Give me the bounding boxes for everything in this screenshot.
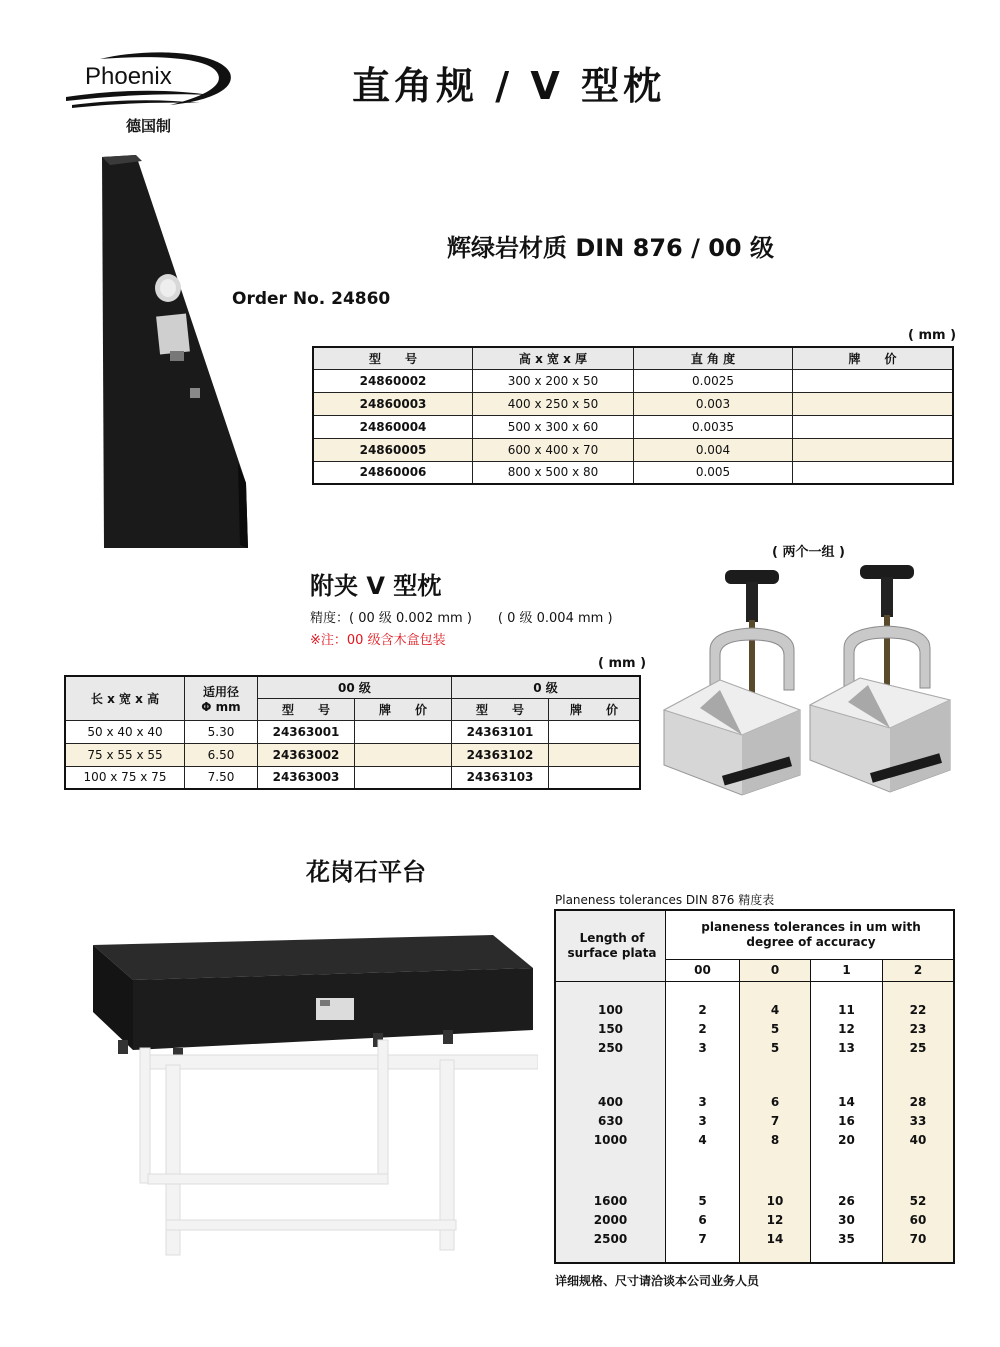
table-cell: 11 bbox=[838, 1003, 855, 1017]
table-cell: 70 bbox=[909, 1232, 927, 1246]
table-cell: 12 bbox=[766, 1213, 784, 1227]
table-cell: 8 bbox=[770, 1133, 780, 1147]
table-cell: 20 bbox=[838, 1133, 855, 1147]
divider bbox=[556, 981, 953, 982]
table-cell: 3 bbox=[698, 1041, 707, 1055]
table-cell: 16 bbox=[838, 1114, 855, 1128]
table-row bbox=[556, 1095, 953, 1114]
vblock-heading: 附夹 V 型枕 bbox=[310, 572, 442, 600]
table-cell: 52 bbox=[909, 1194, 927, 1208]
vblock-col-dia-unit: Φ mm bbox=[201, 699, 241, 714]
planeness-group-3 bbox=[556, 1194, 953, 1251]
table-cell: 7 bbox=[770, 1114, 780, 1128]
table-cell: 24363101 bbox=[452, 720, 549, 743]
vblock-image bbox=[660, 560, 960, 800]
length-cell: 2500 bbox=[593, 1232, 628, 1246]
table-cell: 0.004 bbox=[634, 438, 793, 461]
table-cell: 26 bbox=[838, 1194, 855, 1208]
table-cell: 25 bbox=[909, 1041, 927, 1055]
table-cell: 24363002 bbox=[258, 743, 355, 766]
vblock-grade-0: 0 级 bbox=[452, 676, 641, 698]
table-cell: 300 x 200 x 50 bbox=[473, 369, 634, 392]
vblock-col-size: 长 x 宽 x 高 bbox=[65, 676, 185, 720]
table-cell: 14 bbox=[838, 1095, 855, 1109]
granite-square-image bbox=[98, 153, 258, 553]
table-row bbox=[556, 1194, 953, 1213]
square-heading: 辉绿岩材质 DIN 876 / 00 级 bbox=[447, 234, 774, 262]
table-cell: 33 bbox=[909, 1114, 927, 1128]
table-cell: 50 x 40 x 40 bbox=[65, 720, 185, 743]
table-cell: 28 bbox=[909, 1095, 927, 1109]
table-cell bbox=[355, 743, 452, 766]
table-cell: 0.003 bbox=[634, 392, 793, 415]
table-cell: 13 bbox=[838, 1041, 855, 1055]
vblock-sub-model: 型 号 bbox=[258, 698, 355, 720]
table-row bbox=[556, 1003, 953, 1022]
table-row bbox=[556, 1114, 953, 1133]
length-cell: 1000 bbox=[593, 1133, 628, 1147]
vblock-col-dia-label: 适用径 bbox=[202, 684, 239, 699]
page-title: 直角规 / V 型枕 bbox=[352, 64, 665, 108]
logo bbox=[60, 45, 240, 140]
table-cell: 5.30 bbox=[185, 720, 258, 743]
grade-header: 0 bbox=[770, 963, 780, 977]
table-cell bbox=[549, 766, 641, 789]
table-cell: 10 bbox=[766, 1194, 784, 1208]
length-cell: 1600 bbox=[593, 1194, 628, 1208]
table-row bbox=[556, 1041, 953, 1060]
square-unit: ( mm ) bbox=[908, 328, 957, 343]
table-cell: 5 bbox=[770, 1041, 780, 1055]
table-row bbox=[556, 1232, 953, 1251]
platform-heading: 花岗石平台 bbox=[306, 858, 426, 886]
planeness-col-tolerance: planeness tolerances in um with degree of accuracy bbox=[701, 920, 921, 949]
planeness-group-2 bbox=[556, 1095, 953, 1152]
table-cell: 4 bbox=[770, 1003, 780, 1017]
table-cell bbox=[793, 461, 954, 484]
table-cell bbox=[793, 415, 954, 438]
table-cell bbox=[793, 438, 954, 461]
table-cell: 0.0035 bbox=[634, 415, 793, 438]
table-cell: 2 bbox=[698, 1003, 707, 1017]
length-cell: 2000 bbox=[593, 1213, 628, 1227]
table-row bbox=[556, 1213, 953, 1232]
grade-header: 2 bbox=[913, 963, 923, 977]
square-table bbox=[312, 346, 954, 485]
length-cell: 250 bbox=[597, 1041, 624, 1055]
table-cell: 2 bbox=[698, 1022, 707, 1036]
table-cell: 14 bbox=[766, 1232, 784, 1246]
table-cell: 800 x 500 x 80 bbox=[473, 461, 634, 484]
label-plate bbox=[156, 314, 190, 355]
logo-brand: Phoenix bbox=[85, 63, 172, 90]
table-cell: 500 x 300 x 60 bbox=[473, 415, 634, 438]
vblock-sub-price: 牌 价 bbox=[355, 698, 452, 720]
table-cell: 24860005 bbox=[313, 438, 473, 461]
table-cell: 7 bbox=[698, 1232, 707, 1246]
table-cell: 0.0025 bbox=[634, 369, 793, 392]
table-cell: 23 bbox=[909, 1022, 927, 1036]
table-cell: 24363003 bbox=[258, 766, 355, 789]
vblock-grade-00: 00 级 bbox=[258, 676, 452, 698]
table-cell: 24860004 bbox=[313, 415, 473, 438]
square-col-squareness: 直 角 度 bbox=[634, 347, 793, 369]
vblock-right bbox=[810, 565, 950, 792]
granite-platform-image bbox=[88, 930, 538, 1260]
table-cell: 40 bbox=[909, 1133, 927, 1147]
vblock-left bbox=[664, 570, 800, 795]
planeness-col-length: Length of surface plata bbox=[567, 931, 657, 960]
vblock-pair-note: ( 两个一组 ) bbox=[772, 545, 845, 560]
table-row bbox=[556, 1022, 953, 1041]
table-cell: 24363001 bbox=[258, 720, 355, 743]
length-cell: 630 bbox=[597, 1114, 624, 1128]
table-cell: 0.005 bbox=[634, 461, 793, 484]
table-cell: 7.50 bbox=[185, 766, 258, 789]
table-cell: 22 bbox=[909, 1003, 927, 1017]
logo-subtitle: 德国制 bbox=[126, 117, 172, 135]
grade-header: 1 bbox=[842, 963, 851, 977]
contact-footer: 详细规格、尺寸请洽谈本公司业务人员 bbox=[555, 1274, 760, 1288]
table-cell: 60 bbox=[909, 1213, 927, 1227]
grade-header: 00 bbox=[694, 963, 711, 977]
vblock-unit: ( mm ) bbox=[598, 656, 647, 671]
planeness-table bbox=[554, 909, 955, 1264]
square-col-model: 型 号 bbox=[313, 347, 473, 369]
vblock-sub-model: 型 号 bbox=[452, 698, 549, 720]
vblock-precision: 精度：( 00 级 0.002 mm ) ( 0 级 0.004 mm ) bbox=[310, 611, 613, 626]
planeness-group-1 bbox=[556, 1003, 953, 1060]
table-cell: 24363102 bbox=[452, 743, 549, 766]
vblock-sub-price: 牌 价 bbox=[549, 698, 641, 720]
table-cell: 30 bbox=[838, 1213, 855, 1227]
vblock-note: ※注：00 级含木盒包装 bbox=[310, 633, 446, 648]
length-cell: 400 bbox=[597, 1095, 624, 1109]
square-col-price: 牌 价 bbox=[793, 347, 954, 369]
table-cell: 12 bbox=[838, 1022, 855, 1036]
vblock-col-dia bbox=[185, 676, 258, 720]
square-col-size: 高 x 宽 x 厚 bbox=[473, 347, 634, 369]
table-cell: 6 bbox=[770, 1095, 780, 1109]
table-cell: 24860003 bbox=[313, 392, 473, 415]
table-cell: 6.50 bbox=[185, 743, 258, 766]
table-cell: 5 bbox=[698, 1194, 707, 1208]
table-cell: 400 x 250 x 50 bbox=[473, 392, 634, 415]
table-cell bbox=[355, 766, 452, 789]
table-cell: 35 bbox=[838, 1232, 855, 1246]
table-cell bbox=[549, 720, 641, 743]
table-cell: 24860002 bbox=[313, 369, 473, 392]
vblock-table bbox=[64, 675, 641, 790]
planeness-caption: Planeness tolerances DIN 876 精度表 bbox=[555, 893, 775, 907]
table-cell: 24363103 bbox=[452, 766, 549, 789]
table-cell: 24860006 bbox=[313, 461, 473, 484]
table-cell bbox=[549, 743, 641, 766]
table-cell: 100 x 75 x 75 bbox=[65, 766, 185, 789]
length-cell: 100 bbox=[597, 1003, 624, 1017]
table-cell bbox=[793, 369, 954, 392]
table-row bbox=[556, 1133, 953, 1152]
table-cell: 4 bbox=[698, 1133, 707, 1147]
table-cell: 3 bbox=[698, 1114, 707, 1128]
length-cell: 150 bbox=[597, 1022, 624, 1036]
table-cell: 6 bbox=[698, 1213, 707, 1227]
table-cell bbox=[793, 392, 954, 415]
table-cell: 600 x 400 x 70 bbox=[473, 438, 634, 461]
table-cell: 75 x 55 x 55 bbox=[65, 743, 185, 766]
table-cell bbox=[355, 720, 452, 743]
table-cell: 5 bbox=[770, 1022, 780, 1036]
table-cell: 3 bbox=[698, 1095, 707, 1109]
order-number: Order No. 24860 bbox=[232, 289, 391, 309]
